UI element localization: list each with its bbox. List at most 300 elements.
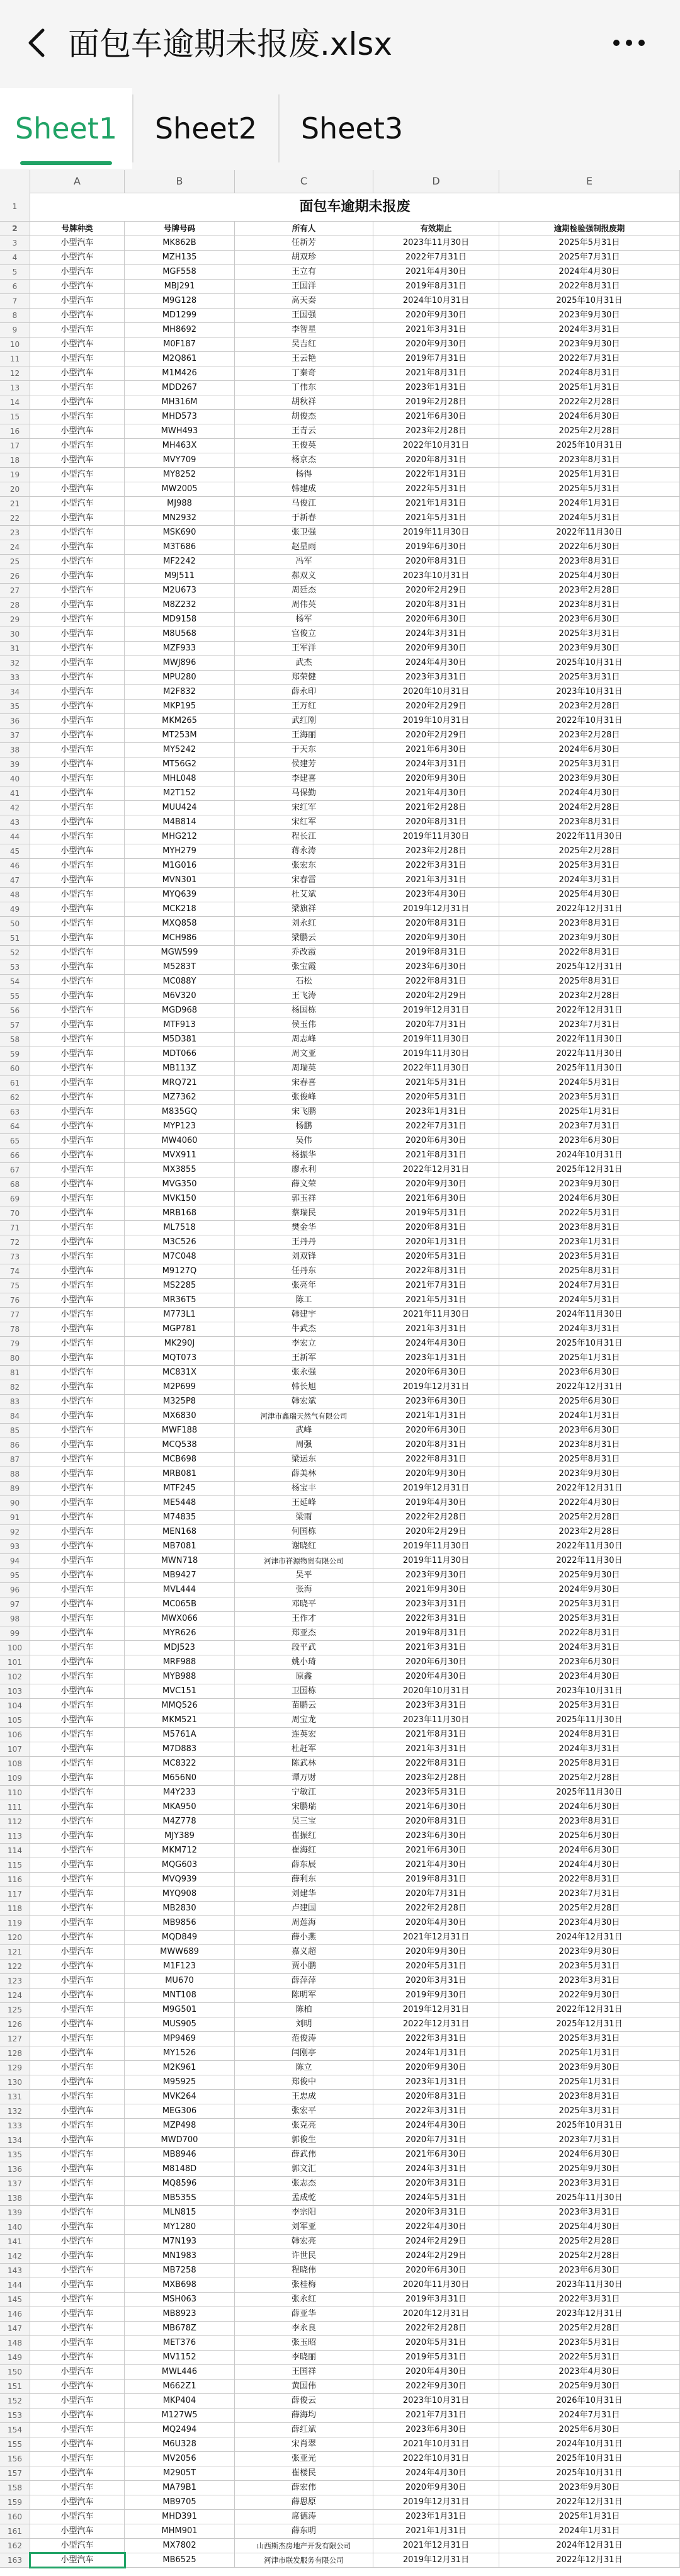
table-cell[interactable]: 郭文汇 (235, 2162, 373, 2176)
table-cell[interactable]: 梁运东 (235, 1453, 373, 1467)
table-cell[interactable]: M95925 (125, 2075, 235, 2089)
row-number[interactable]: 30 (0, 627, 30, 641)
table-cell[interactable]: 小型汽车 (30, 902, 125, 916)
table-cell[interactable]: 2023年8月31日 (499, 815, 680, 829)
table-cell[interactable]: 胡秋祥 (235, 395, 373, 409)
table-cell[interactable]: M2P699 (125, 1380, 235, 1394)
table-cell[interactable]: 2022年5月31日 (373, 482, 499, 496)
table-cell[interactable]: 2025年1月31日 (499, 1351, 680, 1365)
row-number[interactable]: 154 (0, 2423, 30, 2437)
table-cell[interactable]: 薛武伟 (235, 2148, 373, 2162)
table-cell[interactable]: 2022年10月31日 (499, 714, 680, 728)
row-number[interactable]: 57 (0, 1018, 30, 1032)
table-cell[interactable]: 小型汽车 (30, 1105, 125, 1119)
table-cell[interactable]: 2019年12月31日 (373, 2003, 499, 2017)
table-cell[interactable]: 小型汽车 (30, 2539, 125, 2553)
table-cell[interactable]: MRQ721 (125, 1076, 235, 1090)
table-cell[interactable]: MXB698 (125, 2278, 235, 2292)
row-number[interactable]: 140 (0, 2220, 30, 2234)
table-cell[interactable]: 小型汽车 (30, 540, 125, 554)
table-cell[interactable]: 薛文荣 (235, 1177, 373, 1191)
table-cell[interactable]: M127W5 (125, 2409, 235, 2422)
table-cell[interactable]: M9127Q (125, 1264, 235, 1278)
table-cell[interactable]: 2019年3月31日 (373, 2293, 499, 2306)
table-cell[interactable]: 小型汽车 (30, 1525, 125, 1539)
table-cell[interactable]: 2021年9月30日 (373, 1583, 499, 1597)
table-cell[interactable]: 小型汽车 (30, 1279, 125, 1293)
row-number[interactable]: 28 (0, 598, 30, 612)
row-number[interactable]: 15 (0, 410, 30, 424)
table-cell[interactable]: 蒋永涛 (235, 844, 373, 858)
row-number[interactable]: 59 (0, 1047, 30, 1061)
table-cell[interactable]: 王延峰 (235, 1496, 373, 1510)
table-cell[interactable]: 2020年7月31日 (373, 2133, 499, 2147)
table-cell[interactable]: 杨得 (235, 468, 373, 482)
table-cell[interactable]: 小型汽车 (30, 309, 125, 322)
table-cell[interactable]: 2024年8月31日 (499, 366, 680, 380)
row-number[interactable]: 114 (0, 1844, 30, 1858)
table-cell[interactable]: 小型汽车 (30, 2046, 125, 2060)
table-cell[interactable]: 孟成乾 (235, 2191, 373, 2205)
table-cell[interactable]: 2023年5月31日 (499, 1250, 680, 1264)
table-cell[interactable]: 小型汽车 (30, 685, 125, 699)
table-cell[interactable]: 宫俊立 (235, 627, 373, 641)
table-cell[interactable]: 小型汽车 (30, 1670, 125, 1684)
table-cell[interactable]: 2021年11月30日 (373, 1308, 499, 1322)
table-cell[interactable]: 丁秦奇 (235, 366, 373, 380)
table-cell[interactable]: M2F832 (125, 685, 235, 699)
table-cell[interactable]: 2025年12月31日 (499, 2017, 680, 2031)
table-cell[interactable]: 2023年2月28日 (373, 844, 499, 858)
table-cell[interactable]: 2025年5月31日 (499, 236, 680, 250)
table-cell[interactable]: 2019年8月31日 (373, 280, 499, 293)
table-cell[interactable]: MCB698 (125, 1453, 235, 1467)
table-cell[interactable]: 小型汽车 (30, 1250, 125, 1264)
table-cell[interactable]: 2022年8月31日 (373, 975, 499, 989)
table-cell[interactable]: 2020年3月31日 (373, 1974, 499, 1988)
table-cell[interactable]: M835GQ (125, 1105, 235, 1119)
row-number[interactable]: 2 (0, 222, 30, 235)
row-number[interactable]: 29 (0, 613, 30, 627)
table-cell[interactable]: 2022年3月31日 (373, 2104, 499, 2118)
table-cell[interactable]: 小型汽车 (30, 743, 125, 757)
table-cell[interactable]: MCQ538 (125, 1438, 235, 1452)
table-cell[interactable]: 2024年6月30日 (499, 1192, 680, 1206)
table-cell[interactable]: MWX066 (125, 1612, 235, 1626)
table-cell[interactable]: 小型汽车 (30, 1496, 125, 1510)
table-cell[interactable]: 陈工 (235, 1293, 373, 1307)
table-cell[interactable]: 2024年9月30日 (499, 1583, 680, 1597)
table-cell[interactable]: MEG306 (125, 2104, 235, 2118)
table-cell[interactable]: 小型汽车 (30, 2380, 125, 2393)
table-cell[interactable]: 2022年5月31日 (499, 2351, 680, 2364)
table-cell[interactable]: 小型汽车 (30, 526, 125, 540)
table-cell[interactable]: 小型汽车 (30, 1351, 125, 1365)
table-cell[interactable]: 赵星雨 (235, 540, 373, 554)
table-cell[interactable]: MV2056 (125, 2452, 235, 2466)
row-number[interactable]: 137 (0, 2177, 30, 2191)
table-cell[interactable]: 2024年6月30日 (499, 1844, 680, 1858)
table-cell[interactable]: 2023年5月31日 (499, 1960, 680, 1973)
table-cell[interactable]: 2023年1月31日 (373, 381, 499, 395)
table-cell[interactable]: 嘉义超 (235, 1945, 373, 1959)
table-cell[interactable]: MD1299 (125, 309, 235, 322)
table-cell[interactable]: 2023年7月31日 (499, 1887, 680, 1901)
table-cell[interactable]: 韩长旭 (235, 1380, 373, 1394)
table-cell[interactable]: 2023年6月30日 (373, 2423, 499, 2437)
table-cell[interactable]: 于天东 (235, 743, 373, 757)
table-cell[interactable]: 小型汽车 (30, 2437, 125, 2451)
table-cell[interactable]: 小型汽车 (30, 439, 125, 453)
table-cell[interactable]: 2020年6月30日 (373, 1424, 499, 1438)
table-cell[interactable]: 小型汽车 (30, 1815, 125, 1829)
table-cell[interactable]: 小型汽车 (30, 1120, 125, 1133)
table-cell[interactable]: 小型汽车 (30, 1091, 125, 1104)
table-cell[interactable]: 2019年12月31日 (373, 1380, 499, 1394)
table-cell[interactable]: MNT108 (125, 1989, 235, 2002)
row-number[interactable]: 95 (0, 1569, 30, 1582)
table-cell[interactable]: 小型汽车 (30, 1293, 125, 1307)
table-cell[interactable]: 2023年7月31日 (499, 1018, 680, 1032)
table-cell[interactable]: 薛萍萍 (235, 1974, 373, 1988)
table-cell[interactable]: 小型汽车 (30, 859, 125, 873)
table-cell[interactable]: 2022年6月30日 (499, 540, 680, 554)
table-cell[interactable]: 2025年10月31日 (499, 439, 680, 453)
table-cell[interactable]: 2020年6月30日 (373, 1655, 499, 1669)
row-number[interactable]: 25 (0, 555, 30, 569)
table-cell[interactable]: 2024年3月31日 (373, 627, 499, 641)
row-number[interactable]: 67 (0, 1163, 30, 1177)
table-cell[interactable]: 2019年11月30日 (373, 526, 499, 540)
row-number[interactable]: 45 (0, 844, 30, 858)
more-button[interactable] (607, 30, 651, 55)
table-cell[interactable]: 2019年11月30日 (373, 1033, 499, 1047)
table-cell[interactable]: 郑俊中 (235, 2075, 373, 2089)
table-cell[interactable]: 2020年3月31日 (373, 2206, 499, 2220)
table-cell[interactable]: M5283T (125, 960, 235, 974)
table-cell[interactable]: 2020年8月31日 (373, 1221, 499, 1235)
table-cell[interactable]: 小型汽车 (30, 1931, 125, 1944)
table-cell[interactable]: 小型汽车 (30, 1569, 125, 1582)
table-cell[interactable]: 2025年1月31日 (499, 2046, 680, 2060)
table-cell[interactable]: 张桂梅 (235, 2278, 373, 2292)
table-cell[interactable]: 小型汽车 (30, 1829, 125, 1843)
table-cell[interactable]: 2023年6月30日 (499, 1655, 680, 1669)
table-cell[interactable]: MR36T5 (125, 1293, 235, 1307)
table-cell[interactable]: 小型汽车 (30, 1887, 125, 1901)
table-cell[interactable]: 2022年9月30日 (373, 2380, 499, 2393)
table-cell[interactable]: MRB168 (125, 1206, 235, 1220)
table-cell[interactable]: 小型汽车 (30, 786, 125, 800)
table-cell[interactable]: 2022年12月31日 (499, 2553, 680, 2567)
table-cell[interactable]: MWF188 (125, 1424, 235, 1438)
table-cell[interactable]: 2025年2月28日 (499, 1902, 680, 1915)
table-cell[interactable]: 2021年12月31日 (373, 1931, 499, 1944)
table-cell[interactable]: 小型汽车 (30, 888, 125, 902)
table-cell[interactable]: 高天秦 (235, 294, 373, 308)
table-cell[interactable]: 河津市祥源物贸有限公司 (235, 1554, 373, 1568)
table-cell[interactable]: 2023年10月31日 (373, 569, 499, 583)
table-cell[interactable]: 小型汽车 (30, 2177, 125, 2191)
table-cell[interactable]: MX7802 (125, 2539, 235, 2553)
table-cell[interactable]: 小型汽车 (30, 2553, 125, 2567)
table-cell[interactable]: 王海丽 (235, 729, 373, 742)
table-cell[interactable]: 李智星 (235, 323, 373, 337)
table-cell[interactable]: 王丹丹 (235, 1235, 373, 1249)
table-cell[interactable]: 乔改霞 (235, 946, 373, 960)
table-cell[interactable]: 小型汽车 (30, 2293, 125, 2306)
row-number[interactable]: 3 (0, 236, 30, 250)
table-cell[interactable]: 刘永红 (235, 917, 373, 931)
table-cell[interactable]: 王飞涛 (235, 989, 373, 1003)
table-cell[interactable]: 2020年2月29日 (373, 1525, 499, 1539)
table-cell[interactable]: MWL446 (125, 2365, 235, 2379)
table-cell[interactable]: 薛宏伟 (235, 2481, 373, 2495)
table-cell[interactable]: M6V320 (125, 989, 235, 1003)
table-cell[interactable]: 2020年9月30日 (373, 1177, 499, 1191)
row-number[interactable]: 97 (0, 1597, 30, 1611)
table-cell[interactable]: 王忠成 (235, 2090, 373, 2104)
table-cell[interactable]: MLN815 (125, 2206, 235, 2220)
table-cell[interactable]: 2023年3月31日 (373, 671, 499, 684)
table-cell[interactable]: MP9469 (125, 2032, 235, 2046)
table-cell[interactable]: MB9427 (125, 1569, 235, 1582)
table-cell[interactable]: 刘建华 (235, 1887, 373, 1901)
table-cell[interactable]: 2025年9月30日 (499, 2162, 680, 2176)
table-cell[interactable]: 小型汽车 (30, 729, 125, 742)
table-cell[interactable]: 周强 (235, 1438, 373, 1452)
table-cell[interactable]: 崔海红 (235, 1844, 373, 1858)
table-cell[interactable]: 王军洋 (235, 642, 373, 655)
row-number[interactable]: 49 (0, 902, 30, 916)
table-cell[interactable]: MVY709 (125, 453, 235, 467)
table-cell[interactable]: 杨宝丰 (235, 1482, 373, 1495)
table-cell[interactable]: 2020年12月31日 (373, 2307, 499, 2321)
table-cell[interactable]: 2024年4月30日 (499, 1858, 680, 1872)
table-cell[interactable]: 张志杰 (235, 2177, 373, 2191)
table-cell[interactable]: 2025年10月31日 (499, 2119, 680, 2133)
table-cell[interactable]: MZF933 (125, 642, 235, 655)
table-cell[interactable]: 2023年4月30日 (499, 1916, 680, 1930)
table-cell[interactable]: 小型汽车 (30, 1742, 125, 1756)
table-cell[interactable]: 小型汽车 (30, 2307, 125, 2321)
table-cell[interactable]: 2021年7月31日 (373, 1279, 499, 1293)
table-cell[interactable]: 小型汽车 (30, 1974, 125, 1988)
column-header-a[interactable]: A (30, 170, 125, 193)
table-cell[interactable]: MD9158 (125, 613, 235, 627)
table-cell[interactable]: 小型汽车 (30, 1511, 125, 1524)
row-number[interactable]: 71 (0, 1221, 30, 1235)
row-number[interactable]: 102 (0, 1670, 30, 1684)
table-cell[interactable]: MH316M (125, 395, 235, 409)
table-cell[interactable]: MWN718 (125, 1554, 235, 1568)
table-cell[interactable]: 2024年6月30日 (499, 1800, 680, 1814)
table-cell[interactable]: 2022年8月31日 (373, 1453, 499, 1467)
table-cell[interactable]: 2022年3月31日 (373, 859, 499, 873)
row-number[interactable]: 161 (0, 2524, 30, 2538)
table-cell[interactable]: 2020年8月31日 (373, 555, 499, 569)
table-cell[interactable]: MB535S (125, 2191, 235, 2205)
table-cell[interactable]: 2025年1月31日 (499, 2075, 680, 2089)
table-cell[interactable]: MH8692 (125, 323, 235, 337)
table-cell[interactable]: 2025年11月30日 (499, 1713, 680, 1727)
table-cell[interactable]: 2021年12月31日 (373, 2539, 499, 2553)
row-number[interactable]: 78 (0, 1322, 30, 1336)
table-cell[interactable]: 小型汽车 (30, 468, 125, 482)
row-number[interactable]: 151 (0, 2380, 30, 2393)
table-cell[interactable]: 小型汽车 (30, 2365, 125, 2379)
table-cell[interactable]: MVK264 (125, 2090, 235, 2104)
table-cell[interactable]: 小型汽车 (30, 1424, 125, 1438)
table-cell[interactable]: M3C526 (125, 1235, 235, 1249)
table-cell[interactable]: 2021年3月31日 (373, 1742, 499, 1756)
table-cell[interactable]: 2025年3月31日 (499, 859, 680, 873)
row-number[interactable]: 73 (0, 1250, 30, 1264)
table-cell[interactable]: 2023年9月30日 (499, 931, 680, 945)
table-cell[interactable]: 2024年4月30日 (373, 2119, 499, 2133)
table-cell[interactable]: M4Y233 (125, 1786, 235, 1800)
table-cell[interactable]: 2020年10月31日 (373, 1684, 499, 1698)
table-cell[interactable]: 2024年3月31日 (499, 1742, 680, 1756)
row-number[interactable]: 19 (0, 468, 30, 482)
table-cell[interactable]: 2023年3月31日 (499, 2206, 680, 2220)
table-cell[interactable]: 2023年6月30日 (499, 1424, 680, 1438)
table-cell[interactable]: 小型汽车 (30, 844, 125, 858)
table-cell[interactable]: 郭玉祥 (235, 1192, 373, 1206)
table-cell[interactable]: 薛亚华 (235, 2307, 373, 2321)
table-cell[interactable]: 2020年9月30日 (373, 772, 499, 786)
table-cell[interactable]: MKM265 (125, 714, 235, 728)
table-cell[interactable]: 小型汽车 (30, 1264, 125, 1278)
table-cell[interactable]: 2023年2月28日 (499, 584, 680, 598)
table-cell[interactable]: MYQ639 (125, 888, 235, 902)
table-cell[interactable]: MH463X (125, 439, 235, 453)
table-cell[interactable]: 小型汽车 (30, 2278, 125, 2292)
table-cell[interactable]: MYB988 (125, 1670, 235, 1684)
table-cell[interactable]: 小型汽车 (30, 1844, 125, 1858)
table-cell[interactable]: 2023年4月30日 (373, 888, 499, 902)
table-cell[interactable]: 周廷杰 (235, 584, 373, 598)
table-cell[interactable]: 郑荣健 (235, 671, 373, 684)
table-cell[interactable]: MY1280 (125, 2220, 235, 2234)
table-cell[interactable]: MUS905 (125, 2017, 235, 2031)
table-cell[interactable]: 小型汽车 (30, 1699, 125, 1713)
table-cell[interactable]: 小型汽车 (30, 1757, 125, 1771)
table-cell[interactable]: MW2005 (125, 482, 235, 496)
table-cell[interactable]: 杨鹏 (235, 1120, 373, 1133)
table-cell[interactable]: MA79B1 (125, 2481, 235, 2495)
table-cell[interactable]: 2020年2月29日 (373, 584, 499, 598)
table-cell[interactable]: 闫刚亭 (235, 2046, 373, 2060)
table-cell[interactable]: 2021年1月31日 (373, 2524, 499, 2538)
table-cell[interactable]: 小型汽车 (30, 453, 125, 467)
table-cell[interactable]: 程晓伟 (235, 2264, 373, 2278)
table-cell[interactable]: 2023年8月31日 (499, 598, 680, 612)
row-number[interactable]: 47 (0, 873, 30, 887)
table-cell[interactable]: 2022年8月31日 (499, 280, 680, 293)
table-cell[interactable]: 2023年8月31日 (499, 917, 680, 931)
table-cell[interactable]: 2022年10月31日 (373, 2452, 499, 2466)
column-header-d[interactable]: D (373, 170, 499, 193)
table-cell[interactable]: 宋飞鹏 (235, 1105, 373, 1119)
table-cell[interactable]: 2021年10月31日 (373, 2437, 499, 2451)
table-cell[interactable]: 2020年9月30日 (373, 1945, 499, 1959)
table-cell[interactable]: 小型汽车 (30, 1873, 125, 1887)
row-number[interactable]: 150 (0, 2365, 30, 2379)
table-cell[interactable]: 2023年8月31日 (499, 1438, 680, 1452)
table-cell[interactable]: 小型汽车 (30, 1206, 125, 1220)
row-number[interactable]: 50 (0, 917, 30, 931)
table-cell[interactable]: MB9705 (125, 2495, 235, 2509)
table-cell[interactable]: 2024年2月29日 (373, 2235, 499, 2249)
table-cell[interactable]: 2024年6月30日 (499, 410, 680, 424)
table-cell[interactable]: 小型汽车 (30, 2162, 125, 2176)
row-number[interactable]: 134 (0, 2133, 30, 2147)
table-cell[interactable]: 2021年6月30日 (373, 2148, 499, 2162)
table-cell[interactable]: 席德涛 (235, 2510, 373, 2524)
table-cell[interactable]: 小型汽车 (30, 1728, 125, 1742)
table-cell[interactable]: 2020年8月31日 (373, 1815, 499, 1829)
table-cell[interactable]: 2021年5月31日 (373, 1293, 499, 1307)
table-cell[interactable]: 2022年7月31日 (499, 352, 680, 366)
table-cell[interactable]: 小型汽车 (30, 569, 125, 583)
table-cell[interactable]: 2023年5月31日 (373, 1786, 499, 1800)
table-cell[interactable]: 小型汽车 (30, 2481, 125, 2495)
row-number[interactable]: 103 (0, 1684, 30, 1698)
table-cell[interactable]: 2023年6月30日 (499, 2264, 680, 2278)
table-cell[interactable]: 小型汽车 (30, 960, 125, 974)
table-cell[interactable]: M74835 (125, 1511, 235, 1524)
table-cell[interactable]: 小型汽车 (30, 815, 125, 829)
table-cell[interactable]: 2023年6月30日 (373, 1829, 499, 1843)
table-cell[interactable]: 宋鹏瑞 (235, 1800, 373, 1814)
table-cell[interactable]: MTF913 (125, 1018, 235, 1032)
table-cell[interactable]: 黄国伟 (235, 2380, 373, 2393)
table-cell[interactable]: 2023年2月28日 (373, 424, 499, 438)
table-cell[interactable]: 2025年6月30日 (499, 1829, 680, 1843)
table-cell[interactable]: 小型汽车 (30, 1134, 125, 1148)
table-cell[interactable]: 2024年1月31日 (499, 497, 680, 511)
table-cell[interactable]: 韩建成 (235, 482, 373, 496)
table-cell[interactable]: MVQ939 (125, 1873, 235, 1887)
table-cell[interactable]: MJY389 (125, 1829, 235, 1843)
table-cell[interactable]: 2020年8月31日 (373, 1438, 499, 1452)
table-cell[interactable]: 小型汽车 (30, 931, 125, 945)
table-cell[interactable]: MWH493 (125, 424, 235, 438)
table-cell[interactable]: 2019年12月31日 (373, 1004, 499, 1018)
table-cell[interactable]: 杨振华 (235, 1149, 373, 1162)
table-cell[interactable]: MC088Y (125, 975, 235, 989)
table-cell[interactable]: M2U673 (125, 584, 235, 598)
row-number[interactable]: 6 (0, 280, 30, 293)
table-cell[interactable]: 2022年11月30日 (499, 526, 680, 540)
table-cell[interactable]: 小型汽车 (30, 1713, 125, 1727)
table-cell[interactable]: 2022年11月30日 (499, 1033, 680, 1047)
table-cell[interactable]: 河津市联发服务有限公司 (235, 2553, 373, 2567)
row-number[interactable]: 65 (0, 1134, 30, 1148)
row-number[interactable]: 4 (0, 251, 30, 264)
table-cell[interactable]: 杨军 (235, 613, 373, 627)
table-cell[interactable]: 2022年7月31日 (373, 251, 499, 264)
table-cell[interactable]: M773L1 (125, 1308, 235, 1322)
table-cell[interactable]: 2025年2月28日 (499, 844, 680, 858)
table-cell[interactable]: MVG350 (125, 1177, 235, 1191)
table-cell[interactable]: ML7518 (125, 1221, 235, 1235)
row-number[interactable]: 158 (0, 2481, 30, 2495)
table-cell[interactable]: M8U568 (125, 627, 235, 641)
row-number[interactable]: 153 (0, 2409, 30, 2422)
table-cell[interactable]: MSH063 (125, 2293, 235, 2306)
